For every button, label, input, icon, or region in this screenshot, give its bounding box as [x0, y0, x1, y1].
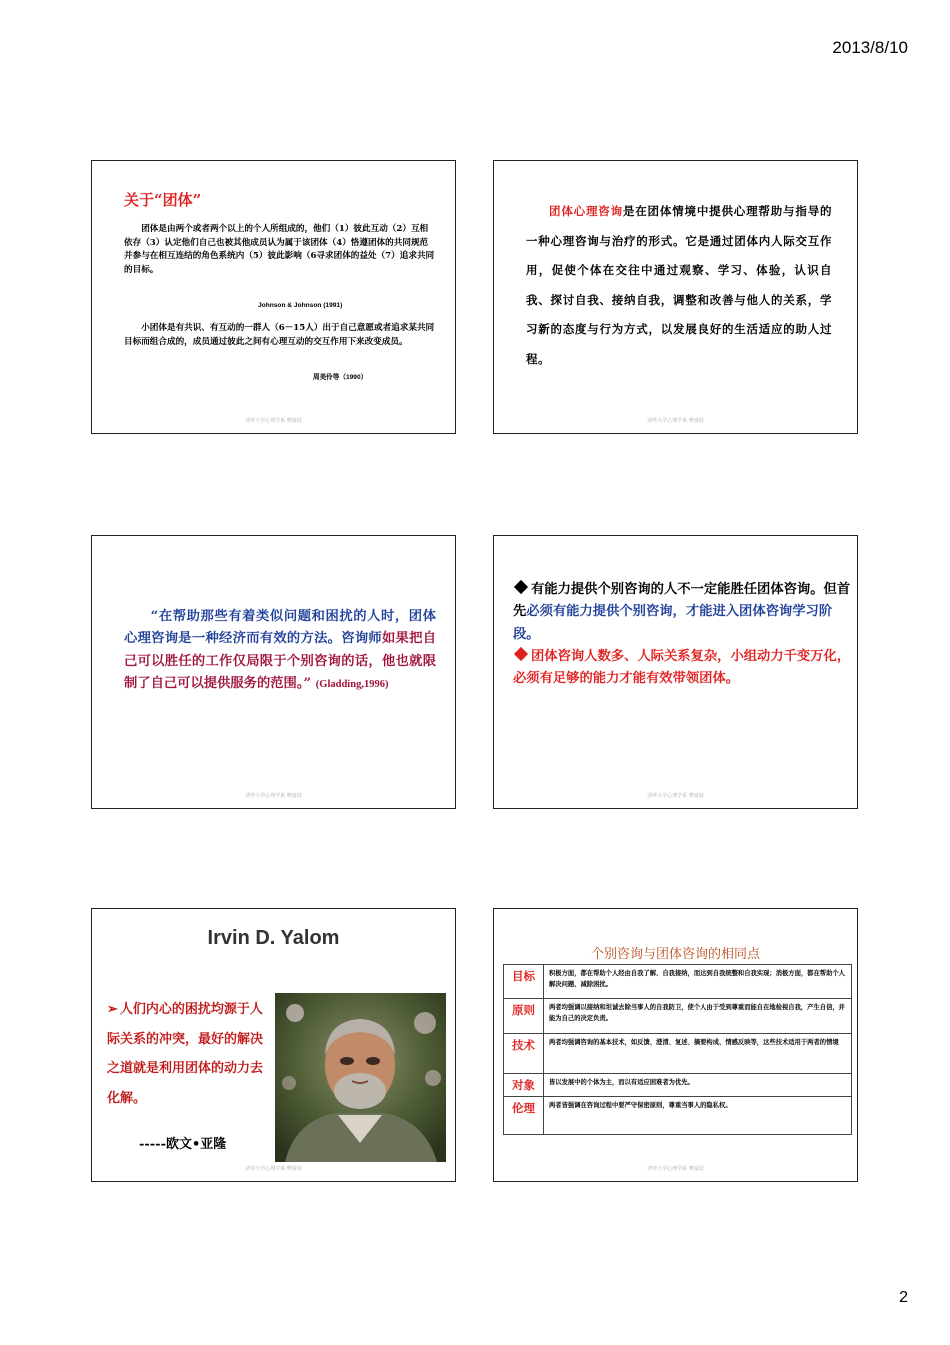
slide-footer: 清华大学心理学系 樊富珉 — [647, 793, 704, 799]
slide-4-text-a: 有能力提供个别咨询的人不一定能胜任团体咨询。但首先 — [513, 582, 851, 620]
table-row — [504, 965, 852, 999]
slide-1-title: 关于“团体” — [124, 191, 202, 209]
row-key: 对象 — [504, 1074, 544, 1097]
row-value: 两者均强调咨询的基本技术，如反馈、澄清、复述、摘要构成、情感反映等，这些技术适用于两者的情境 — [544, 1034, 852, 1074]
table-row — [504, 1074, 852, 1097]
row-value: 两者皆强调在咨询过程中要严守保密原则，尊重当事人的隐私权。 — [544, 1097, 852, 1135]
slide-footer: 清华大学心理学系 樊富珉 — [647, 418, 704, 424]
slide-3-body — [124, 606, 436, 696]
row-key: 目标 — [504, 965, 544, 999]
slide-footer: 清华大学心理学系 樊富珉 — [245, 793, 302, 799]
slide-6-title: 个别咨询与团体咨询的相同点 — [590, 947, 760, 962]
slide-3-quote-blue: “在帮助那些有着类似问题和困扰的人时，团体心理咨询是一种经济而有效的方法。咨询师 — [124, 609, 436, 647]
slide-footer: 清华大学心理学系 樊富珉 — [245, 1166, 302, 1172]
slide-footer: 清华大学心理学系 樊富珉 — [245, 418, 302, 424]
slide-1-reference-1: Johnson & Johnson (1991) — [258, 302, 343, 309]
slide-5-quote-text: 人们内心的困扰均源于人际关系的冲突，最好的解决之道就是利用团体的动力去化解。 — [107, 1002, 264, 1106]
slide-5-title: Irvin D. Yalom — [207, 927, 340, 949]
page-number: 2 — [899, 1289, 908, 1306]
diamond-bullet-icon — [514, 647, 528, 661]
slide-4-body — [513, 579, 853, 690]
table-row — [504, 999, 852, 1034]
slide-2-text: 是在团体情境中提供心理帮助与指导的一种心理咨询与治疗的形式。它是通过团体内人际交互作用，促使个体在交往中通过观察、学习、体验，认识自我、探讨自我、接纳自我，调整和改善与他人的关系，学习新的态度与行为方式，以发展良好的生活适应的助人过程。 — [526, 204, 833, 366]
row-value: 两者均强调以接纳和坦诚去除当事人的自我防卫，使个人由于受到尊重而能自在地检视自我，产生自信，并能为自己的决定负责。 — [544, 999, 852, 1034]
slide-3-gladding-quote — [91, 535, 456, 809]
slide-1-group-definition — [91, 160, 456, 434]
arrow-bullet-icon: ➢ — [107, 1002, 118, 1017]
slide-4-text-c: 团体咨询人数多、人际关系复杂，小组动力千变万化，必须有足够的能力才能有效带领团体。 — [513, 648, 851, 687]
diamond-bullet-icon — [514, 580, 528, 594]
slide-4-bullet-2 — [513, 646, 853, 691]
slide-footer: 清华大学心理学系 樊富珉 — [647, 1166, 704, 1172]
table-row — [504, 1097, 852, 1135]
slide-1-reference-2: 周美伶等（1990） — [313, 374, 368, 381]
comparison-table — [503, 964, 852, 1135]
slide-2-group-counseling-definition — [493, 160, 858, 434]
table-row — [504, 1034, 852, 1074]
slide-3-quote-red: 如果把自己可以胜任的工作仅局限于个别咨询的话，他也就限制了自己可以提供服务的范围。” — [124, 631, 437, 691]
slide-2-body — [526, 197, 832, 374]
slide-4-competence — [493, 535, 858, 809]
row-key: 伦理 — [504, 1097, 544, 1135]
slide-6-comparison — [493, 908, 858, 1182]
row-value: 皆以发展中的个体为主，而以有适应困难者为优先。 — [544, 1074, 852, 1097]
slide-1-paragraph-2: 小团体是有共识、有互动的一群人（6－15人）出于自己意愿或者追求某共同目标而组合成的，成员通过彼此之间有心理互动的交互作用下来改变成员。 — [124, 323, 435, 347]
slide-4-text-b: 必须有能力提供个别咨询，才能进入团体咨询学习阶段。 — [513, 604, 833, 642]
slide-1-paragraph-1: 团体是由两个或者两个以上的个人所组成的，他们（1）彼此互动（2）互相依存（3）认定他们自己也被其他成员认为属于该团体（4）恪遵团体的共同规范并参与在相互连结的角色系统内（5）彼此影响（6寻求团体的益处（7）追求共同的目标。 — [124, 224, 435, 275]
page-date: 2013/8/10 — [832, 38, 908, 57]
yalom-portrait-photo — [275, 993, 446, 1162]
slide-5-yalom — [91, 908, 456, 1182]
slide-2-highlight: 团体心理咨询 — [549, 204, 623, 218]
row-key: 技术 — [504, 1034, 544, 1074]
slide-5-author: -----欧文•亚隆 — [139, 1137, 227, 1152]
slide-4-bullet-1 — [513, 579, 853, 646]
slide-5-quote — [107, 995, 275, 1113]
row-key: 原则 — [504, 999, 544, 1034]
slide-3-citation: (Gladding,1996) — [315, 678, 389, 690]
row-value: 积极方面，都在帮助个人经由自我了解、自我接纳，而达到自我统整和自我实现；消极方面，都在帮助个人解决问题、减除困扰。 — [544, 965, 852, 999]
